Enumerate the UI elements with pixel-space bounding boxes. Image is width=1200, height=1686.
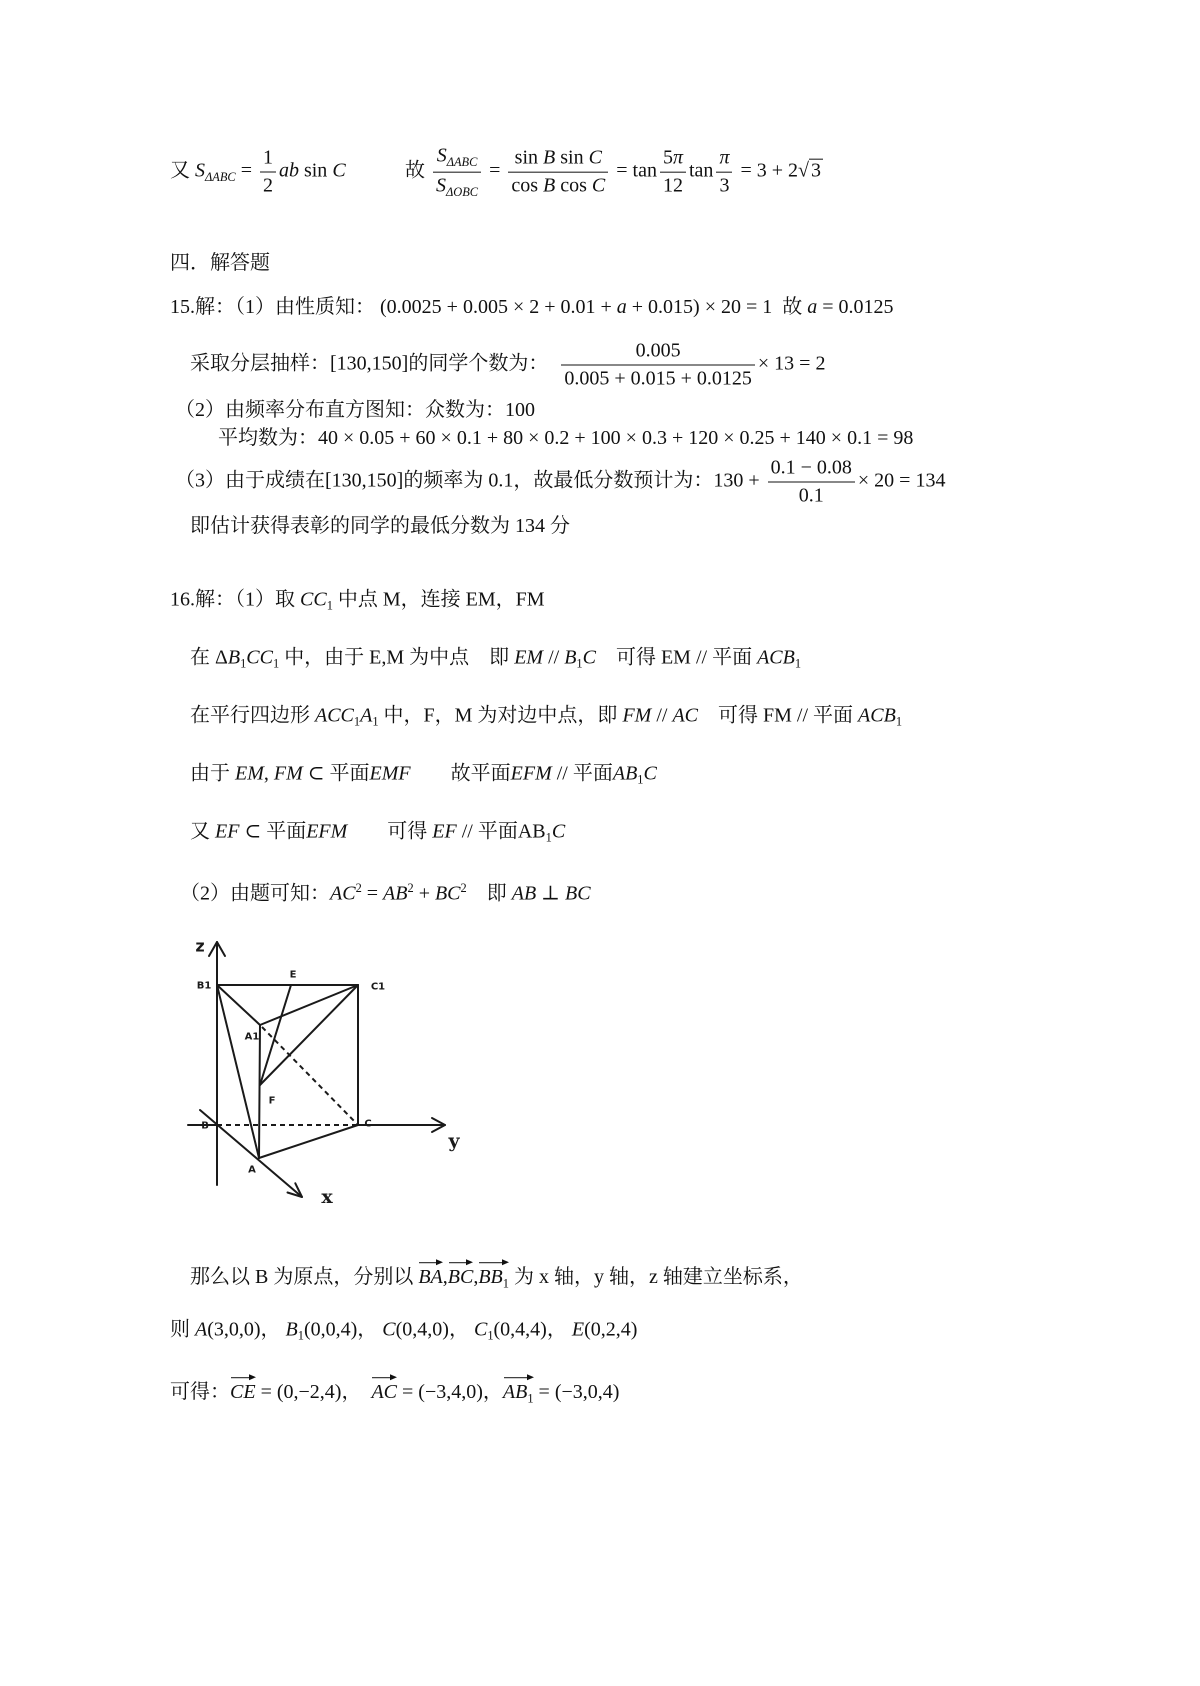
math-text: 又 (190, 820, 215, 843)
math-text: （2）由频率分布直方图知：众数为：100 (175, 399, 535, 421)
math-text: ⊂ 平面 (239, 820, 307, 843)
math-text: (0,2,4) (584, 1318, 638, 1341)
point-c1-label: C1 (370, 981, 386, 993)
edge-a1-a (259, 1025, 260, 1158)
subscript: 1 (545, 830, 552, 845)
fraction-denominator (508, 173, 608, 199)
exponent: 2 (460, 880, 467, 895)
superscripted-term (435, 882, 467, 904)
math-variable: EFM (510, 762, 552, 785)
term-base: CC (300, 588, 327, 611)
math-text: 15.解：（1）由性质知： (0.0025 + 0.005 × 2 + 0.01 + (170, 296, 617, 318)
math-text: 可得 EM // 平面 (595, 646, 758, 669)
math-variable: FM (622, 704, 652, 727)
term-base: ACB (757, 646, 795, 669)
vector-base: AB (502, 1381, 528, 1404)
q16-ef-parallel-line (190, 818, 565, 845)
point-e-label: E (289, 969, 297, 981)
math-variable: FM (273, 762, 303, 785)
math-variable: a (807, 296, 818, 318)
y-axis-label: y (448, 1130, 460, 1152)
math-text: 由于 (190, 762, 235, 785)
math-text: , (263, 762, 274, 785)
math-variable: C (588, 146, 602, 169)
subscript: 1 (895, 714, 903, 729)
math-text: // (543, 646, 565, 669)
term-base: B (227, 646, 241, 669)
point-b1-label: B1 (196, 980, 212, 992)
math-text: 可得 FM // 平面 (698, 704, 859, 727)
math-variable: EF (215, 820, 240, 843)
subscripted-term (195, 160, 236, 182)
math-text: sin (555, 146, 589, 169)
math-text: 3 (719, 174, 730, 197)
math-variable: C (582, 646, 596, 669)
vector (478, 1259, 509, 1291)
superscripted-term (383, 882, 414, 904)
exponent: 2 (355, 880, 362, 895)
math-text: 为 x 轴，y 轴，z 轴建立坐标系， (508, 1266, 803, 1289)
math-text: （2）由题可知： (180, 882, 330, 905)
subscripted-term (564, 646, 583, 671)
math-variable: π (719, 146, 730, 169)
segment-b1-a (217, 985, 259, 1158)
edge-a1-c1 (260, 985, 358, 1025)
subscript: 1 (487, 1328, 494, 1343)
math-variable: EM (514, 646, 544, 669)
subscript: 1 (527, 1391, 534, 1406)
subscript: 1 (297, 1328, 304, 1343)
math-text: // 平面AB (456, 820, 546, 843)
square-root (798, 159, 823, 182)
math-text: + (413, 882, 435, 905)
subscripted-term (285, 1318, 304, 1343)
math-variable: ab (278, 159, 299, 182)
math-text: 5 (662, 146, 673, 169)
vector: BA (418, 1259, 442, 1289)
vector: AC (371, 1374, 397, 1404)
point-b-label: B (201, 1120, 209, 1132)
point-c-label: C (364, 1118, 372, 1130)
fraction (561, 339, 755, 392)
section-heading (170, 250, 270, 276)
math-text: = (484, 159, 506, 182)
term-base: AB (612, 762, 638, 785)
math-variable: a (616, 296, 627, 318)
fraction-denominator (561, 366, 755, 392)
term-base: AC (330, 882, 356, 905)
fraction-numerator (561, 339, 755, 366)
math-text: 0.1 − 0.08 (770, 456, 852, 479)
math-text: = (−3,0,4) (533, 1381, 620, 1404)
fraction (716, 146, 732, 199)
math-text: 四．解答题 (170, 252, 270, 274)
fraction (260, 146, 276, 199)
term-base: S (436, 174, 446, 197)
math-text: , (473, 1266, 479, 1289)
math-variable: EFM (306, 820, 348, 843)
math-text: 1 (262, 146, 273, 169)
subscripted-term (436, 175, 478, 197)
math-text: × 20 = 134 (857, 469, 946, 492)
q16-part1-line (170, 586, 545, 613)
math-text: 中点 M，连接 EM，FM (332, 588, 545, 611)
math-text: (0,4,4)， (493, 1318, 572, 1341)
coordinate-system-setup-line (190, 1259, 803, 1291)
term-base: S (436, 144, 447, 167)
math-text: 那么以 B 为原点，分别以 (190, 1266, 419, 1289)
term-base: BC (434, 882, 461, 905)
fraction (433, 144, 481, 201)
math-text: × 13 = 2 (757, 352, 826, 375)
math-text: + 0.015) × 20 = 1 故 (626, 296, 808, 318)
math-text: sin (298, 159, 333, 182)
term-base: CC (246, 646, 273, 669)
math-text: 2 (262, 174, 273, 197)
term-base: C (473, 1318, 488, 1341)
vector-base: BB (478, 1266, 503, 1289)
math-variable: A (195, 1318, 208, 1341)
vector-coordinates-line (170, 1374, 619, 1406)
subscript: 1 (637, 772, 644, 787)
term-base: B (285, 1318, 298, 1341)
q16-fm-parallel-line (190, 702, 902, 729)
fraction-numerator (768, 456, 855, 483)
fraction-denominator (260, 173, 276, 199)
math-text: 平均数为：40 × 0.05 + 60 × 0.1 + 80 × 0.2 + 100 × 0.3 + 120 × 0.25 + 140 × 0.1 = 98 (218, 427, 914, 449)
math-text: 在平行四边形 (190, 704, 315, 727)
math-text: cos (555, 174, 592, 197)
math-text: = (361, 882, 384, 905)
math-text: 中，由于 E,M 为中点 即 (279, 646, 515, 669)
term-base: AB (383, 882, 408, 905)
point-coordinates-line (170, 1316, 637, 1343)
subscript: ΔOBC (446, 184, 479, 199)
fraction-denominator (660, 173, 686, 199)
math-text: // 平面 (551, 762, 613, 785)
q15-part2-mean-line (218, 425, 913, 451)
point-a-label: A (248, 1164, 256, 1176)
vector: CE (230, 1374, 256, 1404)
subscript: 1 (240, 656, 247, 671)
subscript: 1 (372, 714, 379, 729)
radicand: 3 (811, 159, 822, 182)
area-ratio-equation (405, 144, 823, 201)
math-text: = 3 + 2 (735, 159, 799, 182)
fraction-numerator (260, 146, 276, 173)
exponent: 2 (407, 880, 414, 895)
math-text: 可得： (170, 1381, 230, 1404)
math-variable: EMF (369, 762, 411, 785)
math-text: 16.解：（1）取 (170, 588, 300, 611)
vector (503, 1374, 534, 1406)
fraction (660, 146, 686, 199)
math-text: = (0,−2,4)， (255, 1381, 372, 1404)
math-text: sin (514, 146, 544, 169)
math-variable: π (672, 146, 683, 169)
z-axis-label: z (195, 936, 205, 956)
math-text: ⊥ (536, 882, 565, 905)
segment-b1-c-dashed (262, 1027, 358, 1125)
math-variable: B (543, 146, 556, 169)
math-text: = tan (611, 159, 657, 182)
math-variable: EM (235, 762, 264, 785)
math-text: 0.1 (798, 484, 824, 507)
q16-plane-parallel-line (190, 760, 657, 787)
triangle-area-formula (170, 146, 346, 199)
vector: BC (448, 1259, 474, 1289)
math-variable: BC (564, 882, 591, 905)
term-base: ACC (315, 704, 354, 727)
math-text: = 0.0125 (817, 296, 894, 318)
term-base: B (564, 646, 577, 669)
fraction-numerator (660, 146, 686, 173)
subscript: 1 (502, 1276, 509, 1291)
math-text: 又 (170, 159, 195, 182)
math-variable: C (591, 174, 606, 197)
math-text: (3,0,0)， (207, 1318, 286, 1341)
subscripted-term (612, 762, 644, 787)
math-text: ⊂ 平面 (302, 762, 370, 785)
math-text: 即估计获得表彰的同学的最低分数为 134 分 (190, 515, 570, 537)
math-text: tan (689, 159, 714, 182)
math-text: 12 (662, 174, 683, 197)
subscripted-term (360, 704, 379, 729)
subscript: 1 (272, 656, 280, 671)
math-text: 采取分层抽样：[130,150]的同学个数为： (190, 352, 559, 375)
subscript: ΔABC (205, 169, 236, 184)
subscripted-term (437, 145, 478, 167)
math-text: 则 (170, 1318, 195, 1341)
fraction-numerator (433, 144, 481, 173)
point-f-label: F (268, 1095, 276, 1107)
math-variable: AC (672, 704, 699, 727)
fraction (508, 146, 608, 199)
q15-part3-line (175, 456, 945, 509)
edge-a-c (259, 1125, 358, 1158)
math-text: 故平面 (410, 762, 511, 785)
fraction-numerator (508, 146, 608, 173)
term-base: A (360, 704, 373, 727)
subscript: ΔABC (446, 155, 478, 169)
q16-part2-line (180, 880, 591, 907)
superscripted-term (330, 882, 362, 904)
math-text: (0,0,4)， (303, 1318, 383, 1341)
subscript: 1 (576, 656, 583, 671)
subscript: 1 (353, 714, 361, 729)
subscripted-term (246, 646, 280, 671)
math-text: （3）由于成绩在[130,150]的频率为 0.1，故最低分数预计为：130 + (175, 469, 765, 492)
q15-conclusion-line (190, 513, 570, 539)
q15-stratified-sampling-line (190, 339, 825, 392)
math-variable: AB (511, 882, 537, 905)
q15-part1-line (170, 294, 894, 320)
math-variable: C (643, 762, 657, 785)
math-text: = (235, 159, 257, 182)
math-variable: C (551, 820, 566, 843)
math-text: 故 (405, 159, 430, 182)
math-text: 即 (466, 882, 512, 905)
math-variable: E (571, 1318, 585, 1341)
subscript: 1 (794, 656, 802, 671)
math-variable: EF (432, 820, 457, 843)
math-text: 0.005 + 0.015 + 0.0125 (564, 367, 752, 390)
x-axis-label: x (321, 1186, 333, 1208)
subscripted-term (227, 646, 247, 671)
math-variable: B (543, 174, 556, 197)
fraction-numerator (716, 146, 732, 173)
fraction-denominator (796, 483, 827, 509)
subscript: 1 (326, 598, 333, 613)
fraction (768, 456, 855, 509)
math-text: , (442, 1266, 448, 1289)
subscripted-term (858, 704, 903, 729)
fraction-denominator (716, 173, 732, 199)
math-text: 中，F，M 为对边中点，即 (378, 704, 623, 727)
subscripted-term (300, 588, 333, 613)
q15-part2-mode-line (175, 397, 535, 423)
fraction-denominator (433, 173, 481, 201)
math-text: 0.005 (635, 339, 681, 362)
math-text: = (−3,4,0)， (397, 1381, 503, 1404)
math-variable: C (332, 159, 346, 182)
term-base: S (195, 159, 205, 182)
term-base: ACB (858, 704, 896, 727)
point-a1-label: A1 (244, 1031, 260, 1043)
subscripted-term (473, 1318, 494, 1343)
math-text: cos (511, 174, 544, 197)
math-text: (0,4,0)， (395, 1318, 474, 1341)
subscripted-term (315, 704, 361, 729)
edge-b1-a1 (217, 985, 260, 1025)
math-text: 在 Δ (190, 646, 228, 669)
math-variable: C (382, 1318, 396, 1341)
subscripted-term (757, 646, 802, 671)
q16-em-parallel-line (190, 644, 801, 671)
math-text: // (651, 704, 673, 727)
prism-coordinate-diagram (170, 925, 470, 1215)
math-text: 可得 (347, 820, 433, 843)
